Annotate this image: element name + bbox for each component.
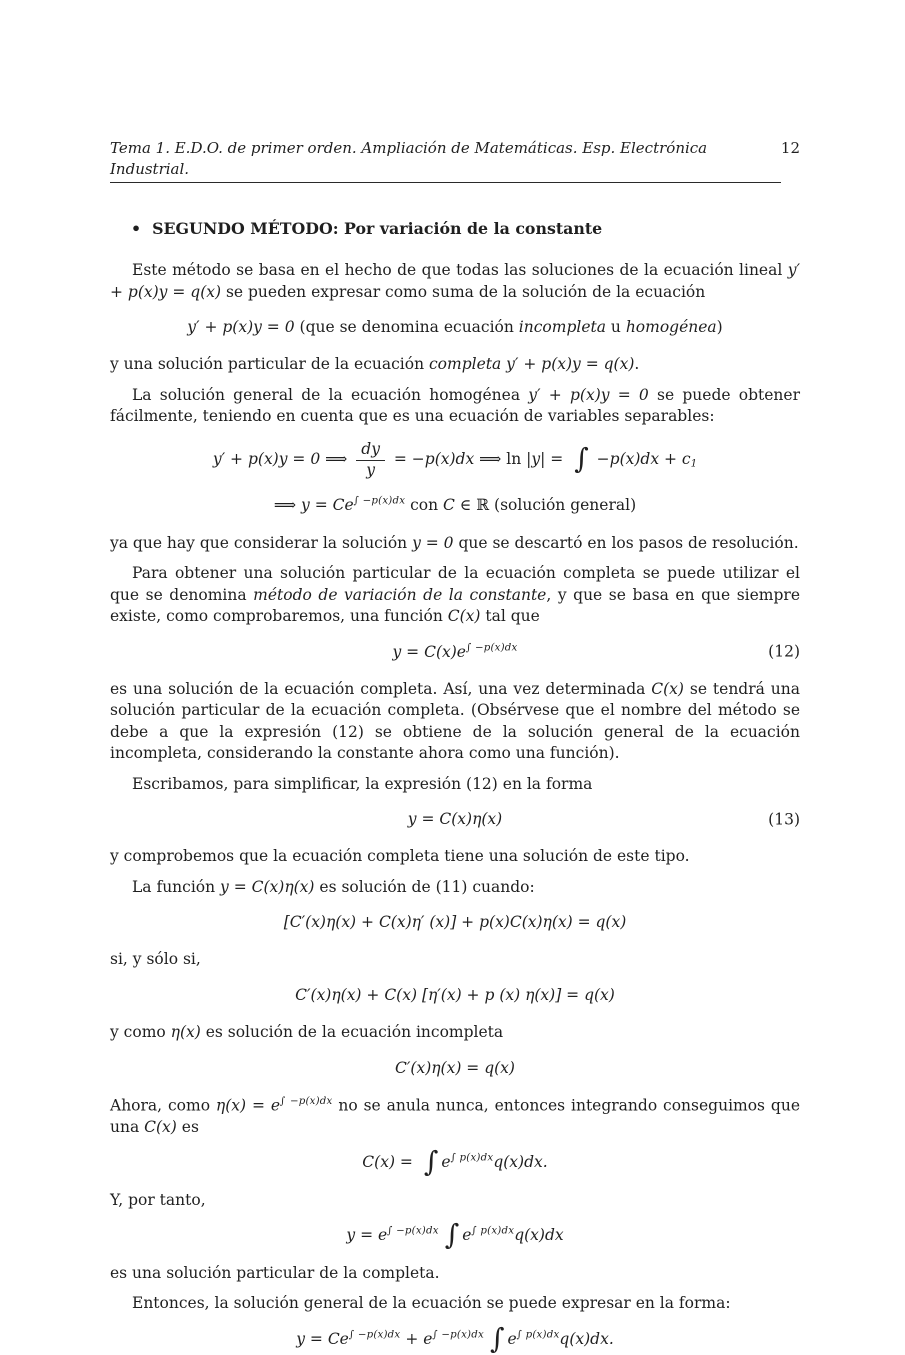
math-run: η(x) = e [215,1096,280,1115]
text-run: La solución general de la ecuación homogénea [132,385,529,404]
paragraph [110,949,800,970]
formula [346,1218,564,1252]
paragraph [110,1293,800,1314]
math-run: e [441,1153,451,1172]
emphasis-run: incompleta [518,317,606,336]
math-run: y = C(x)e [392,642,466,661]
emphasis-run: homogénea [625,317,717,336]
math-run: C(x) [447,606,481,625]
text-run: se tendrá una solución particular de la ecuación completa. (Obsérvese que el nombre del método se debe a que la expresión (12) se obtiene de la solución general de la ecuación incompleta, considerando la constante ahora como una función). [110,680,800,763]
math-run: −p(x)dx + c [591,450,691,469]
text-run: si, y sólo si, [110,950,201,969]
text-run: es solución de (11) cuando: [314,877,535,896]
math-run: q(x)dx. [559,1329,614,1348]
math-superscript: ∫ −p(x)dx [387,1226,439,1238]
math-superscript: ∫ −p(x)dx [348,1329,401,1341]
display-equation [110,1145,800,1179]
paragraph [110,846,800,867]
text-run: es una solución de la ecuación completa. Así, una vez determinada [110,680,652,699]
math-subscript: 1 [690,458,698,470]
integral-sign: ∫ [489,1321,505,1355]
text-run: Este método se basa en el hecho de que todas las soluciones de la ecuación lineal [132,261,788,280]
running-header [110,138,800,183]
emphasis-run: completa [428,355,507,374]
math-run: ⟹ y = Ce [273,496,354,515]
text-run: que se descartó en los pasos de resolución. [453,533,799,552]
math-superscript: ∫ p(x)dx [471,1226,515,1238]
math-superscript: ∫ −p(x)dx [432,1329,484,1341]
paragraph [110,1022,800,1043]
math-superscript: ∫ −p(x)dx [465,642,518,654]
math-run: y′ + p(x)y = 0 [528,385,649,404]
header-title: Tema 1. E.D.O. de primer orden. Ampliación de Matemáticas. Esp. Electrónica Industrial. [110,138,781,183]
paragraph [110,533,800,554]
math-run: y = e [346,1226,388,1245]
display-equation [110,495,800,517]
math-run: = −p(x)dx ⟹ [388,450,507,469]
text-run: ln [506,450,527,469]
fraction-denominator: y [366,460,375,479]
paragraph [110,877,800,898]
text-run: Escribamos, para simplificar, la expresión (12) en la forma [132,774,593,793]
text-run: y comprobemos que la ecuación completa tiene una solución de este tipo. [110,847,690,866]
display-equation [110,985,800,1006]
formula [408,810,502,828]
paragraph [110,354,800,375]
formula [187,318,722,336]
math-superscript: ∫ −p(x)dx [353,496,406,508]
equation-number: (12) [768,642,800,661]
math-run: C [443,496,455,515]
text-run: ) [716,317,723,336]
formula [395,1059,515,1077]
math-superscript: ∫ p(x)dx [450,1153,494,1164]
fraction-numerator: dy [356,441,385,460]
text-run: se pueden expresar como suma de la solución de la ecuación [221,282,706,301]
emphasis-run: método de variación de la constante [253,585,547,604]
display-equation [110,1218,800,1252]
text-run: La función [132,877,221,896]
paragraph [110,385,800,428]
math-superscript: ∫ −p(x)dx [280,1095,333,1107]
math-run: q(x)dx [514,1226,564,1245]
math-run: C′(x)η(x) + C(x) [η′(x) + p (x) η(x)] = q(x) [295,985,615,1004]
display-equation [110,809,800,830]
math-run: e [462,1226,472,1245]
fraction [356,441,385,479]
text-run: u [605,317,626,336]
text-run: . [634,355,640,374]
text-run: , y que se basa en que siempre existe, como comprobaremos, una función [110,585,800,625]
paragraph [110,1190,800,1211]
bullet-icon: • [131,219,142,239]
math-run: C(x) [144,1117,177,1136]
text-run: Y, por tanto, [110,1190,206,1209]
text-run: Ahora, como [110,1096,216,1115]
paragraph [110,1263,800,1284]
text-run: y una solución particular de la ecuación [110,355,429,374]
math-run: y = C(x)η(x) [220,877,315,896]
display-equation [110,641,800,663]
formula [212,440,698,479]
integral-sign: ∫ [574,442,589,476]
text-run: es solución de la ecuación incompleta [200,1023,504,1042]
display-equation [110,317,800,338]
paragraph [110,260,800,303]
display-equation [110,1058,800,1079]
math-run: q(x)dx. [493,1153,548,1172]
math-superscript: ∫ p(x)dx [516,1329,560,1341]
formula [393,643,518,661]
formula [274,496,636,514]
math-run: C′(x)η(x) = q(x) [395,1058,515,1077]
math-run: y′ + p(x)y = 0 [187,317,300,336]
paragraph [110,774,800,795]
text-run: con [405,496,444,515]
section-heading-label: SEGUNDO MÉTODO: Por variación de la constante [152,219,603,239]
section-heading [131,218,800,240]
math-run: y = 0 [412,533,454,552]
paragraph [110,563,800,627]
formula [284,913,627,931]
paragraph [110,1095,800,1138]
page-number: 12 [780,139,800,157]
document-body [110,260,800,1355]
text-run: es [176,1117,199,1136]
math-run: |y| = [526,450,569,469]
text-run: tal que [480,606,540,625]
display-equation [110,912,800,933]
text-run: ∈ ℝ (solución general) [454,496,637,515]
math-run: y′ + p(x)y = q(x) [506,355,635,374]
integral-sign: ∫ [444,1218,460,1252]
math-run: η(x) [170,1023,201,1042]
formula [296,1321,614,1355]
formula [362,1145,548,1179]
math-run: y′ + p(x)y = q(x) [110,261,800,301]
math-run: e [507,1329,517,1348]
text-run: y como [110,1023,171,1042]
math-run: y = C(x)η(x) [407,809,503,828]
math-run: [C′(x)η(x) + C(x)η′ (x)] + p(x)C(x)η(x) = q(x) [283,913,627,932]
text-run: ya que hay que considerar la solución [110,533,413,552]
text-run: Entonces, la solución general de la ecuación se puede expresar en la forma: [132,1294,731,1313]
display-equation [110,441,800,479]
formula [295,986,615,1004]
text-run: es una solución particular de la completa. [110,1263,440,1282]
math-run: y = Ce [296,1329,349,1348]
text-run: no se anula nunca, entonces integrando conseguimos que una [110,1096,800,1136]
integral-sign: ∫ [423,1145,439,1179]
display-equation [110,1321,800,1355]
math-run: C(x) = [362,1153,418,1172]
text-run: Para obtener una solución particular de la ecuación completa se puede utilizar el que se denomina [110,564,800,604]
math-run: + e [400,1329,433,1348]
equation-number: (13) [768,809,800,828]
text-run: se puede obtener fácilmente, teniendo en cuenta que es una ecuación de variables separables: [110,385,800,426]
paragraph [110,679,800,765]
math-run: C(x) [651,680,684,699]
math-run: y′ + p(x)y = 0 ⟹ [212,450,353,469]
text-run: (que se denomina ecuación [299,317,519,336]
